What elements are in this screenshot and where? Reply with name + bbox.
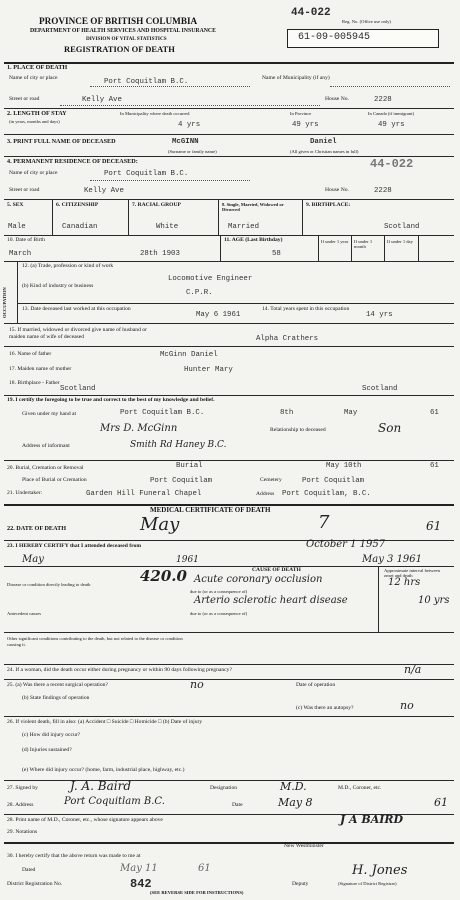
last-worked-label: 13. Date deceased last worked at this occupation: [22, 306, 131, 312]
mother-label: 17. Maiden name of mother: [9, 366, 72, 372]
age-label: 11. AGE (Last Birthday): [224, 237, 283, 243]
given-month: May: [344, 409, 358, 417]
cemetery-label: Cemetery: [260, 477, 282, 483]
reg-no-label: Reg. No. (Office use only): [342, 19, 391, 24]
designation-value: M.D.: [280, 780, 307, 793]
citizenship-header: 6. CITIZENSHIP: [56, 202, 99, 208]
printed-name-label: 28. Print name of M.D., Coroner, etc., whose signature appears above: [7, 817, 163, 823]
residence-city-label: Name of city or place: [9, 170, 58, 176]
marital-value: Married: [228, 223, 260, 231]
length-of-stay-label: 2. LENGTH OF STAY: [7, 110, 67, 117]
place-burial-label: Place of Burial or Cremation: [22, 477, 87, 483]
length-of-stay-sub: (in years, months and days): [9, 119, 60, 124]
due-label-2: due to (or as a consequence of): [190, 611, 248, 616]
informant-address-value: Smith Rd Haney B.C.: [130, 440, 227, 450]
burial-year: 61: [430, 462, 439, 470]
birth-month: March: [9, 250, 32, 258]
age-sub-day: If under 1 day: [387, 239, 413, 244]
informant-address-label: Address of informant: [22, 443, 70, 449]
deputy-label: Deputy: [292, 881, 309, 887]
birth-label: 10. Date of Birth: [7, 237, 45, 243]
surgical-value: no: [190, 678, 204, 691]
death-day: 7: [318, 512, 330, 533]
cause-a: Acute coronary occlusion: [194, 574, 323, 585]
residence-stamp: 44-022: [370, 157, 414, 171]
last-worked-value: May 6 1961: [196, 311, 241, 319]
residence-label: 4. PERMANENT RESIDENCE OF DECEASED:: [7, 158, 138, 165]
death-year: 61: [426, 519, 442, 533]
place-burial-value: Port Coquitlam: [150, 477, 213, 485]
relationship-label: Relationship to deceased: [270, 427, 326, 433]
given-label: Given under my hand at: [22, 411, 77, 417]
notations-label: 29. Notations: [7, 829, 38, 835]
trade-value: Locomotive Engineer: [168, 275, 253, 283]
informant-signature: Mrs D. McGinn: [100, 423, 178, 434]
antecedent-label: Antecedent causes: [7, 611, 42, 616]
disease-label: Disease or condition directly leading to death: [7, 582, 91, 587]
residence-street-value: Kelly Ave: [84, 187, 124, 195]
pregnancy-value: n/a: [404, 663, 422, 676]
stay-canada-label: In Canada (if immigrant): [368, 111, 415, 116]
relationship-value: Son: [378, 421, 402, 435]
divider: [4, 62, 454, 64]
injuries-label: (d) Injuries sustained?: [22, 747, 72, 753]
division-heading: DIVISION OF VITAL STATISTICS: [86, 36, 167, 42]
operation-date-label: Date of operation: [296, 682, 336, 688]
sex-header: 5. SEX: [7, 202, 24, 208]
cause-b: Arterio sclerotic heart disease: [194, 595, 348, 606]
how-label: (c) How did injury occur?: [22, 732, 81, 738]
residence-street-label: Street or road: [9, 187, 40, 193]
attended-label: 23. I HEREBY CERTIFY that I attended deceased from: [7, 543, 142, 549]
footer-instructions: (SEE REVERSE SIDE FOR INSTRUCTIONS): [150, 890, 244, 895]
spouse-value: Alpha Crathers: [256, 335, 319, 343]
attended-to: May: [22, 554, 44, 565]
marital-header: 8. Single, Married, Widowed or Divorced: [222, 202, 284, 213]
md-date-year: 61: [434, 796, 448, 809]
father-value: McGinn Daniel: [160, 351, 218, 359]
sex-value: Male: [8, 223, 26, 231]
residence-house-label: House No.: [325, 187, 349, 193]
father-birthplace: Scotland: [60, 385, 96, 393]
place-street-value: Kelly Ave: [82, 96, 122, 104]
street-label: Street or road: [9, 96, 40, 102]
birth-day: 28th 1903: [140, 250, 180, 258]
cause-header: CAUSE OF DEATH: [252, 567, 301, 573]
age-sub-year: If under 1 year: [321, 239, 349, 244]
years-label: 14. Total years spent in this occupation: [262, 306, 350, 312]
dated-year: 61: [198, 863, 211, 874]
deceased-surname: McGINN: [172, 138, 199, 146]
racial-header: 7. RACIAL GROUP: [132, 202, 181, 208]
signed-label: 27. Signed by: [7, 785, 38, 791]
occupation-side-label: OCCUPATION: [2, 287, 7, 318]
date-of-death-label: 22. DATE OF DEATH: [7, 525, 67, 532]
father-label: 16. Name of father: [9, 351, 52, 357]
deceased-name-label: 3. PRINT FULL NAME OF DECEASED: [7, 138, 116, 145]
registrar-signature: H. Jones: [352, 863, 408, 878]
municipality-label: Name of Municipality (if any): [262, 75, 330, 81]
surname-caption: (Surname or family name): [168, 149, 217, 154]
md-date-label: Date: [232, 802, 243, 808]
md-address-label: 28. Address: [7, 802, 34, 808]
city-label: Name of city or place: [9, 75, 58, 81]
death-month: May: [140, 514, 180, 535]
autopsy-label: (c) Was there an autopsy?: [296, 705, 354, 711]
department-heading: DEPARTMENT OF HEALTH SERVICES AND HOSPITAL INSURANCE: [30, 28, 216, 34]
attended-from: October 1 1957: [306, 539, 386, 550]
age-value: 58: [272, 250, 281, 258]
birthplace-value: Scotland: [384, 223, 420, 231]
years-value: 14 yrs: [366, 311, 393, 319]
violent-label: 26. If violent death, fill in also: (a) Accident □ Suicide □ Homicide □ (b) Date of injury: [7, 719, 203, 725]
undertaker-address-value: Port Coquitlam, B.C.: [282, 490, 371, 498]
dated-value: May 11: [120, 863, 158, 874]
md-date-value: May 8: [278, 796, 313, 809]
given-place: Port Coquitlam B.C.: [120, 409, 205, 417]
registrar-place: New Westminster: [284, 843, 324, 849]
racial-value: White: [156, 223, 179, 231]
mother-birthplace: Scotland: [362, 385, 398, 393]
place-of-death-label: 1. PLACE OF DEATH: [7, 64, 68, 71]
undertaker-value: Garden Hill Funeral Chapel: [86, 490, 202, 498]
burial-value: Burial: [176, 462, 203, 470]
cause-code: 420.0: [140, 567, 187, 585]
undertaker-label: 21. Undertaker:: [7, 490, 43, 496]
dated-label: Dated: [22, 867, 36, 873]
age-sub-month: If under 1 month: [354, 239, 373, 249]
findings-label: (b) State findings of operation: [22, 695, 90, 701]
cemetery-value: Port Coquitlam: [302, 477, 365, 485]
stay-municipality-label: In Municipality where death occurred: [120, 111, 190, 116]
stay-canada-value: 49 yrs: [378, 121, 405, 129]
surgical-label: 25. (a) Was there a recent surgical operation?: [7, 682, 108, 688]
district-value: 842: [130, 877, 152, 891]
industry-value: C.P.R.: [186, 289, 213, 297]
interval-b: 10 yrs: [418, 595, 450, 606]
signed-value: J. A. Baird: [70, 779, 132, 793]
citizenship-value: Canadian: [62, 223, 98, 231]
where-label: (e) Where did injury occur? (home, farm, industrial place, highway, etc.): [22, 767, 185, 773]
burial-date: May 10th: [326, 462, 362, 470]
trade-label: 12. (a) Trade, profession or kind of work: [22, 263, 114, 269]
other-conditions-label: Other significant conditions contributing to the death, but not related to the disease or condition causing it.: [7, 636, 183, 647]
interval-a: 12 hrs: [388, 577, 421, 588]
industry-label: (b) Kind of industry or business: [22, 283, 94, 289]
top-number: 44-022: [291, 7, 331, 19]
given-day: 8th: [280, 409, 294, 417]
birthplace-header: 9. BIRTHPLACE:: [306, 202, 351, 208]
stay-province-label: In Province: [290, 111, 312, 116]
birthplace-parents-label: 18. Birthplace - Father: [9, 380, 60, 386]
autopsy-value: no: [400, 699, 414, 712]
house-label: House No.: [325, 96, 349, 102]
place-house-value: 2228: [374, 96, 392, 104]
attended-to-year: 1961: [176, 555, 199, 565]
medical-title: MEDICAL CERTIFICATE OF DEATH: [150, 506, 271, 514]
deceased-given: Daniel: [310, 138, 337, 146]
spouse-label: 15. If married, widowed or divorced give name of husband or maiden name of wife of deceased: [9, 327, 147, 340]
burial-label: 20. Burial, Cremation or Removal: [7, 465, 84, 471]
printed-name-value: J A BAIRD: [340, 813, 404, 826]
form-title: REGISTRATION OF DEATH: [64, 44, 175, 54]
designation-suffix: M.D., Coroner, etc.: [338, 785, 382, 791]
place-city-value: Port Coquitlam B.C.: [104, 78, 189, 86]
province-heading: PROVINCE OF BRITISH COLUMBIA: [39, 16, 198, 26]
given-caption: (All given or Christian names in full): [290, 149, 359, 154]
stay-province-value: 49 yrs: [292, 121, 319, 129]
designation-label: Designation: [210, 785, 238, 791]
undertaker-address-label: Address: [256, 491, 275, 497]
informant-certify: 19. I certify the foregoing to be true and correct to the best of my knowledge and belief.: [7, 397, 215, 403]
md-address-value: Port Coquitlam B.C.: [64, 796, 165, 807]
given-year: 61: [430, 409, 439, 417]
due-label-1: due to (or as a consequence of): [190, 589, 248, 594]
registrar-certify: 30. I hereby certify that the above return was made to me at: [7, 853, 141, 859]
registrar-caption: (Signature of District Registrar): [338, 881, 397, 886]
district-label: District Registration No.: [7, 881, 63, 887]
pregnancy-label: 24. If a woman, did the death occur either during pregnancy or within 90 days following pregnancy?: [7, 667, 232, 673]
reg-no-value: 61-09-005945: [298, 32, 371, 43]
last-seen: May 3 1961: [362, 554, 423, 565]
stay-municipality-value: 4 yrs: [178, 121, 201, 129]
interval-header: Approximate interval between onset and death: [384, 568, 440, 579]
mother-value: Hunter Mary: [184, 366, 233, 374]
residence-house-value: 2228: [374, 187, 392, 195]
residence-city-value: Port Coquitlam B.C.: [104, 170, 189, 178]
